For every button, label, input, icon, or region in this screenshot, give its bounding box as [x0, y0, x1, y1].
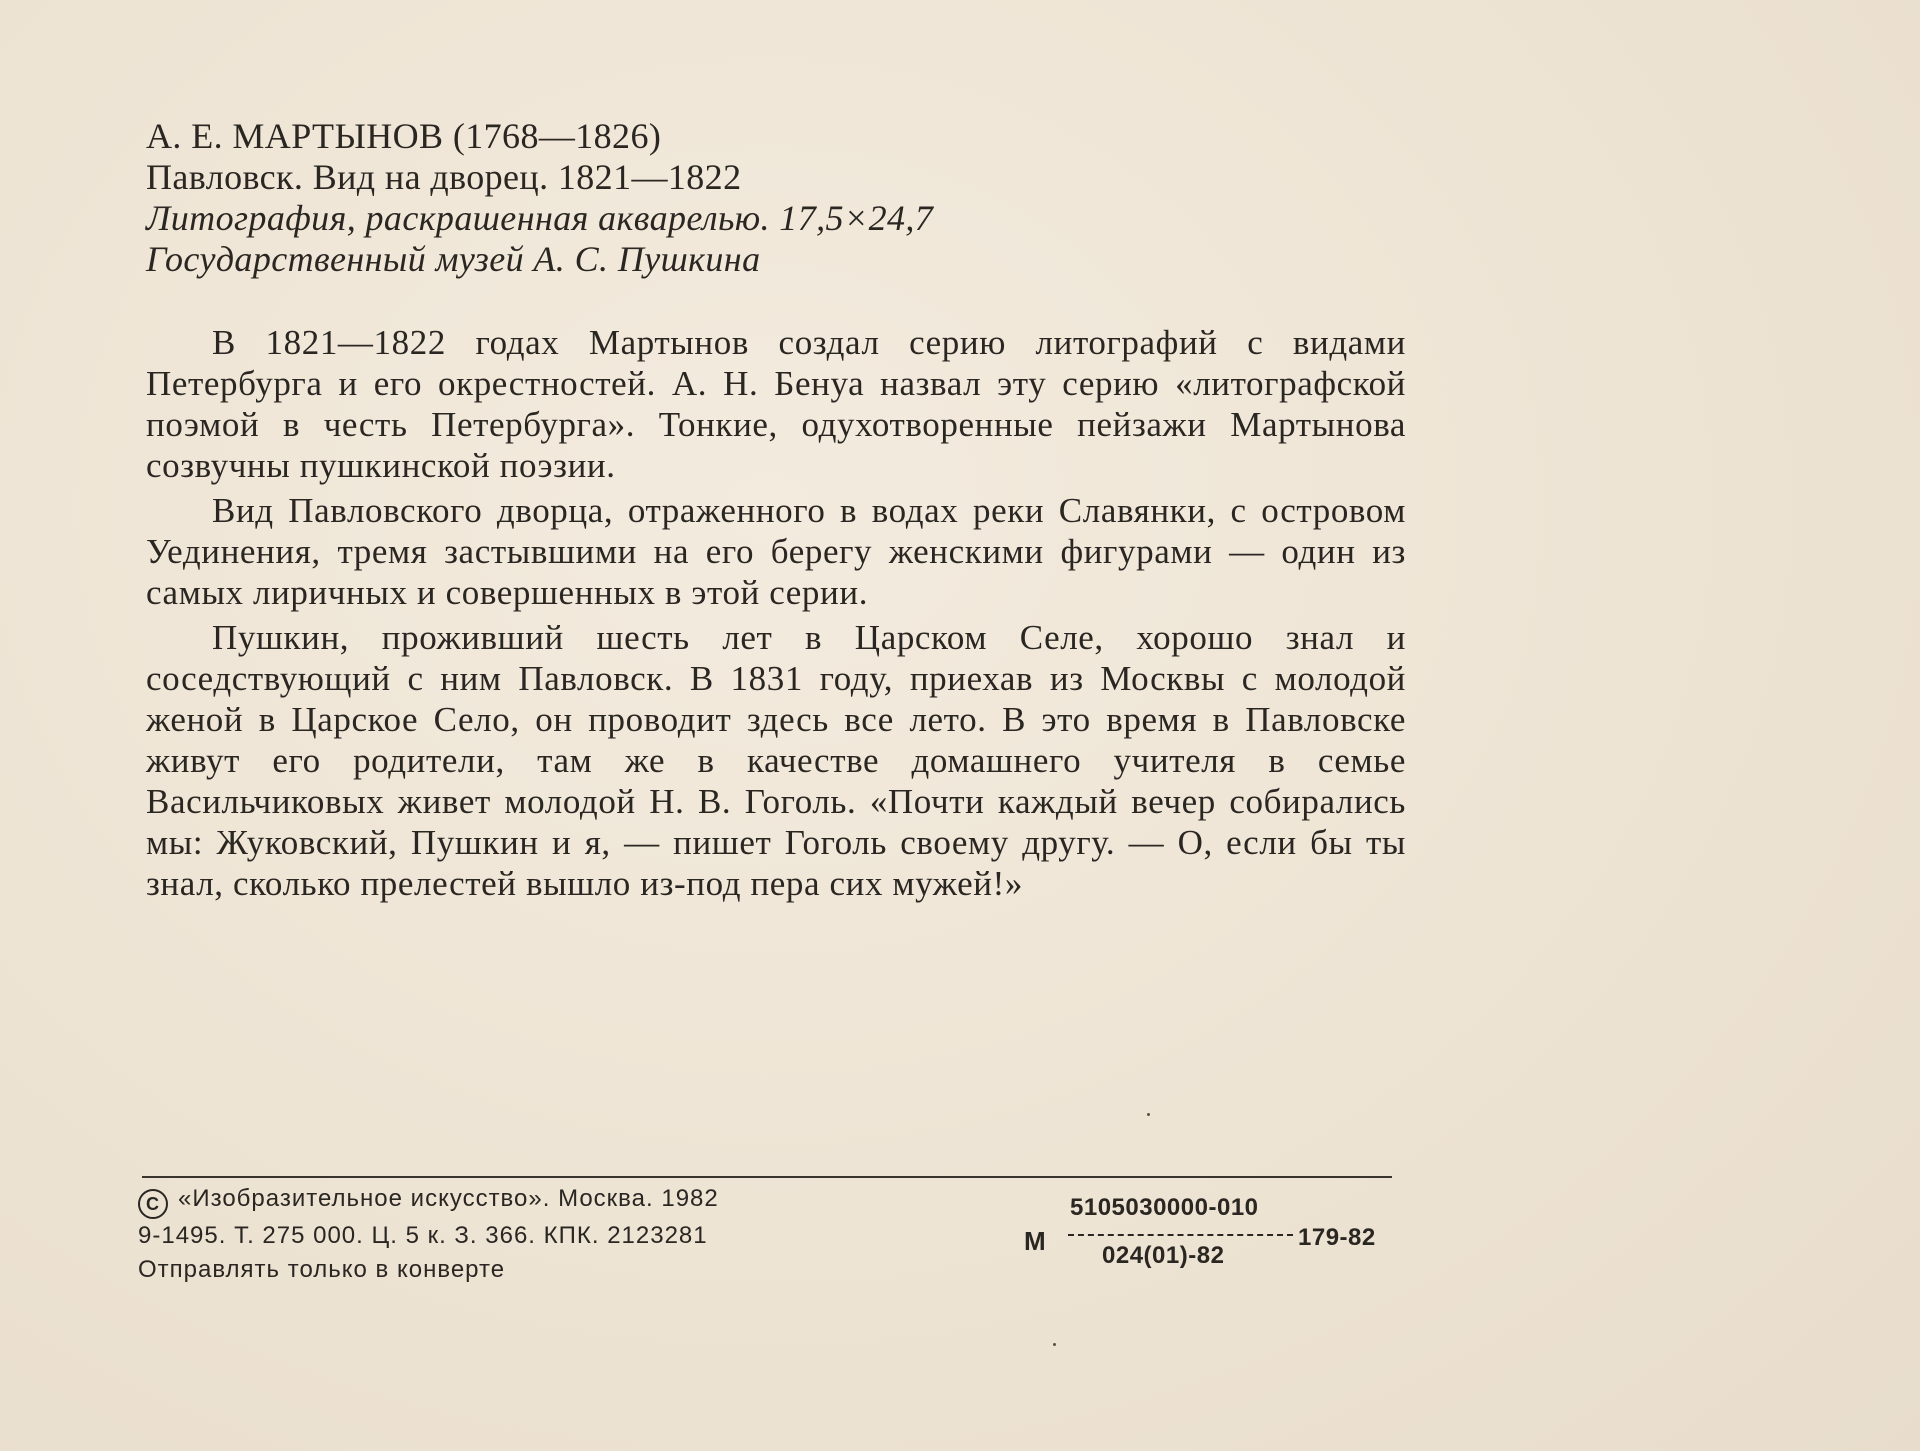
- code-fraction-line: [1068, 1234, 1293, 1236]
- paragraph-3: Пушкин, проживший шесть лет в Царском Селе, хорошо знал и соседствующий с ним Павловск. В 1831 году, приехав из Москвы с молодой женой в Царское Село, он проводит здесь все лето. В это время в Павловске живут его родители, там же в качестве домашнего учителя в семье Васильчиковых живет молодой Н. В. Гоголь. «Почти каждый вечер собирались мы: Жуковский, Пушкин и я, — пишет Гоголь своему другу. — О, если бы ты знал, сколько прелестей вышло из-под пера сих мужей!»: [146, 618, 1406, 903]
- artwork-collection: Государственный музей А. С. Пушкина: [146, 239, 761, 279]
- artwork-medium: Литография, раскрашенная акварелью. 17,5×24,7: [146, 198, 934, 238]
- copyright-icon: C: [138, 1189, 168, 1219]
- publisher-imprint: [138, 1182, 938, 1287]
- divider-line: [142, 1176, 1392, 1178]
- catalog-code: [1020, 1194, 1420, 1284]
- artwork-caption: [146, 116, 1406, 280]
- code-denominator: 024(01)-82: [1102, 1242, 1225, 1269]
- paper-speck: [1053, 1343, 1056, 1346]
- publisher-line-row: [138, 1182, 938, 1219]
- print-details: 9-1495. Т. 275 000. Ц. 5 к. З. 366. КПК. 2123281: [138, 1222, 708, 1249]
- artist-name: А. Е. МАРТЫНОВ (1768—1826): [146, 116, 662, 156]
- code-suffix: 179-82: [1298, 1224, 1376, 1251]
- artwork-title: Павловск. Вид на дворец. 1821—1822: [146, 157, 742, 197]
- description-text: [146, 322, 1406, 908]
- code-letter: М: [1024, 1226, 1046, 1256]
- paragraph-1: В 1821—1822 годах Мартынов создал серию литографий с видами Петербурга и его окрестностей. А. Н. Бенуа назвал эту серию «литографской поэмой в честь Петербурга». Тонкие, одухотворенные пейзажи Мартынова созвучны пушкинской поэзии.: [146, 323, 1406, 485]
- paper-speck: [1147, 1113, 1150, 1116]
- publisher-line: «Изобразительное искусство». Москва. 1982: [178, 1185, 719, 1212]
- paragraph-2: Вид Павловского дворца, отраженного в водах реки Славянки, с островом Уединения, тремя застывшими на его берегу женскими фигурами — один из самых лиричных и совершенных в этой серии.: [146, 491, 1406, 612]
- mailing-note: Отправлять только в конверте: [138, 1256, 506, 1283]
- code-numerator: 5105030000-010: [1070, 1194, 1259, 1221]
